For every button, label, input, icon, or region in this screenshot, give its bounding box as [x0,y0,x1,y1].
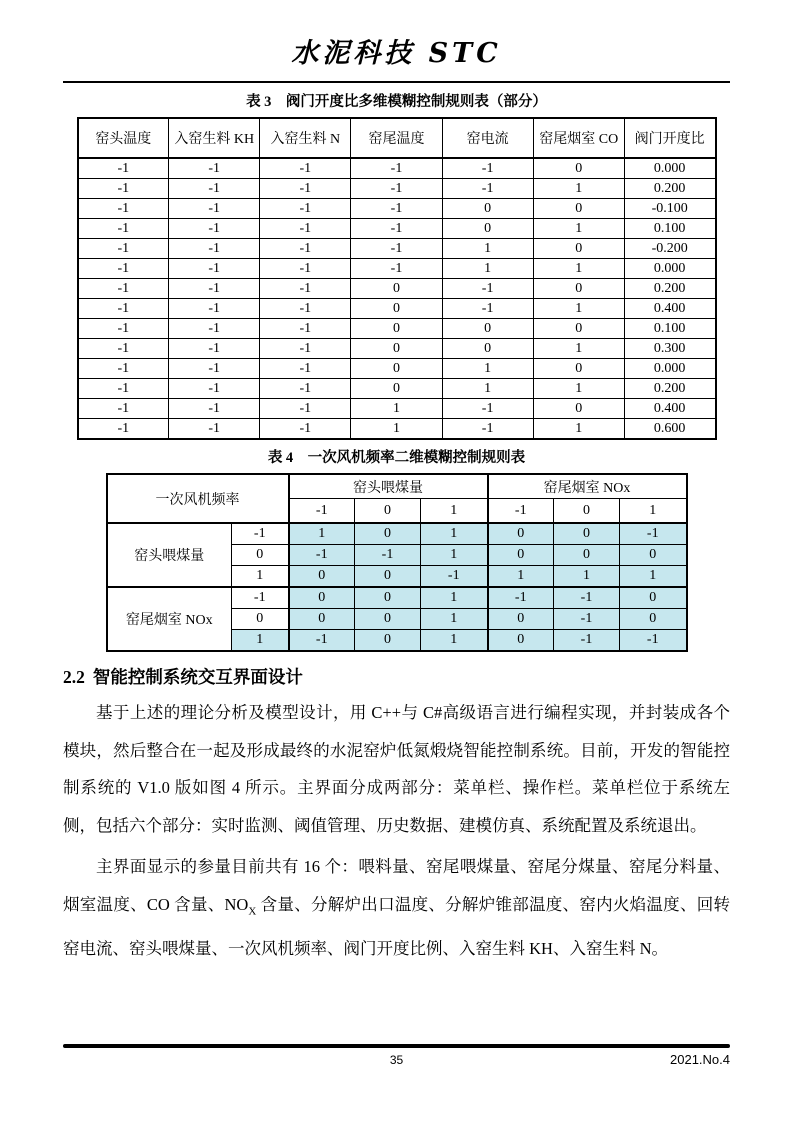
t3-cell: 1 [533,179,624,199]
t3-cell: -1 [169,259,260,279]
t3-header-cell: 入窑生料 N [260,118,351,158]
t3-row [78,239,716,259]
t3-cell: 0 [351,359,442,379]
issue-label: 2021.No.4 [670,1052,730,1067]
t3-cell: -1 [351,199,442,219]
t3-cell: 0.400 [624,299,715,319]
t3-cell: 0 [533,319,624,339]
t4-col-group-cell: 窑头喂煤量 [289,474,488,499]
t4-cell: 0 [554,545,620,566]
t3-cell: -1 [78,359,169,379]
table4-caption: 表 4 一次风机频率二维模糊控制规则表 [267,450,526,466]
t3-cell: -1 [351,158,442,179]
table4 [106,473,688,652]
section-heading [63,664,730,690]
t4-cell: -1 [289,630,355,652]
t4-row-group-label: 窑头喂煤量 [107,523,232,587]
t3-cell: 0.300 [624,339,715,359]
t3-cell: -1 [169,419,260,440]
t3-cell: -1 [351,179,442,199]
t3-row [78,179,716,199]
t3-cell: 0 [533,359,624,379]
t3-cell: -1 [78,399,169,419]
t3-cell: -1 [260,199,351,219]
t4-cell: 1 [421,523,488,545]
t3-row [78,359,716,379]
t3-cell: -1 [260,359,351,379]
t3-cell: -1 [169,179,260,199]
t4-row [107,523,687,545]
t3-cell: -1 [260,319,351,339]
footer-rule [63,1044,730,1048]
t4-cell: -1 [421,566,488,588]
t3-row [78,158,716,179]
t3-cell: -1 [78,419,169,440]
t3-cell: -1 [442,399,533,419]
t3-cell: 1 [533,299,624,319]
t4-subheader-cell: 1 [421,499,488,524]
t4-cell: -1 [620,630,687,652]
t3-header-cell: 入窑生料 KH [169,118,260,158]
t3-cell: -1 [78,339,169,359]
t3-cell: 0.600 [624,419,715,440]
t3-cell: -1 [169,399,260,419]
t3-row [78,199,716,219]
t4-subheader-cell: -1 [289,499,355,524]
t3-cell: -1 [260,399,351,419]
t4-cell: 0 [289,609,355,630]
t3-cell: -1 [442,419,533,440]
t4-cell: 0 [355,566,421,588]
t4-cell: -1 [554,609,620,630]
t4-cell: -1 [289,545,355,566]
t3-cell: 0 [533,199,624,219]
section-title: 智能控制系统交互界面设计 [92,667,303,687]
t3-cell: 0.200 [624,179,715,199]
t4-level-cell: 1 [232,566,289,588]
t4-cell: 0 [620,609,687,630]
t3-cell: 1 [533,339,624,359]
t4-subheader-cell: 1 [620,499,687,524]
t3-cell: 1 [442,379,533,399]
t3-header-cell: 窑尾烟室 CO [533,118,624,158]
t4-cell: 1 [289,523,355,545]
t3-cell: -1 [260,219,351,239]
t3-row [78,419,716,440]
t3-cell: -1 [169,339,260,359]
t3-cell: 0.100 [624,319,715,339]
paragraph-2 [63,848,730,968]
t4-subheader-cell: 0 [554,499,620,524]
t4-cell: 1 [488,566,554,588]
header-rule [63,81,730,83]
table3-header-row [78,118,716,158]
t3-cell: 0 [442,219,533,239]
t3-cell: -1 [260,339,351,359]
t3-cell: 0 [351,319,442,339]
t3-cell: -1 [169,359,260,379]
t3-header-cell: 窑尾温度 [351,118,442,158]
t3-cell: 1 [442,359,533,379]
t3-cell: 0.000 [624,158,715,179]
t3-cell: 0 [442,319,533,339]
t4-level-cell: 1 [232,630,289,652]
t3-cell: 0 [533,158,624,179]
table4-head [107,474,687,523]
t3-cell: 0 [351,279,442,299]
t3-header-cell: 窑头温度 [78,118,169,158]
t3-cell: 0 [533,399,624,419]
t4-cell: -1 [488,587,554,609]
t3-cell: -0.200 [624,239,715,259]
section-number: 2.2 [63,667,85,687]
t4-cell: 0 [488,545,554,566]
t3-cell: 0 [351,299,442,319]
t4-cell: -1 [620,523,687,545]
t4-cell: 1 [421,630,488,652]
t4-subheader-cell: 0 [355,499,421,524]
t3-row [78,219,716,239]
t4-cell: 0 [488,609,554,630]
t3-cell: 1 [533,259,624,279]
t3-cell: -1 [260,419,351,440]
t4-cell: 1 [554,566,620,588]
table3 [77,117,717,440]
t3-cell: -1 [351,219,442,239]
t4-corner-cell: 一次风机频率 [107,474,289,523]
t3-cell: -1 [260,239,351,259]
t4-cell: 0 [355,609,421,630]
t3-row [78,339,716,359]
t3-cell: -1 [169,379,260,399]
t3-cell: -1 [169,299,260,319]
paragraph-2-lead: 主界面显示的参量目前共有 16 个：喂料量、窑尾喂煤量、窑尾分煤量、窑尾分料量、烟室温度、CO 含量、NO [63,857,730,914]
t3-cell: -1 [260,279,351,299]
t3-cell: -1 [78,279,169,299]
t3-row [78,299,716,319]
t3-cell: 0.000 [624,359,715,379]
t3-cell: -1 [169,279,260,299]
t4-col-group-cell: 窑尾烟室 NOx [488,474,687,499]
t3-cell: -1 [78,199,169,219]
t4-cell: 0 [289,587,355,609]
t3-cell: -1 [169,239,260,259]
paragraph-2-rest: 含量、分解炉出口温度、分解炉锥部温度、窑内火焰温度、回转窑电流、窑头喂煤量、一次风机频率、阀门开度比例、入窑生料 KH、入窑生料 N。 [63,894,730,959]
t4-cell: -1 [554,630,620,652]
t3-cell: 0.000 [624,259,715,279]
t3-row [78,399,716,419]
t3-cell: -1 [260,179,351,199]
t4-cell: 0 [554,523,620,545]
t4-row [107,587,687,609]
t3-cell: -1 [78,219,169,239]
t4-cell: 0 [488,523,554,545]
t4-cell: 0 [355,630,421,652]
t3-row [78,259,716,279]
t3-cell: -1 [78,299,169,319]
t3-cell: -1 [260,158,351,179]
t3-cell: -0.100 [624,199,715,219]
t3-cell: -1 [442,279,533,299]
t3-cell: -1 [78,259,169,279]
t3-cell: -1 [169,158,260,179]
t4-level-cell: 0 [232,545,289,566]
t3-cell: 0 [442,339,533,359]
t3-cell: 0 [533,279,624,299]
t3-cell: 1 [533,379,624,399]
t4-group-header-row [107,474,687,499]
t3-cell: 0.200 [624,379,715,399]
paragraph-1: 基于上述的理论分析及模型设计，用 C++与 C#高级语言进行编程实现，并封装成各个模块，然后整合在一起及形成最终的水泥窑炉低氮煅烧智能控制系统。目前，开发的智能控制系统的 V1.0 版如图 4 所示。主界面分成两部分：菜单栏、操作栏。菜单栏位于系统左侧，包括六个部分：实时监测、阈值管理、历史数据、建模仿真、系统配置及系统退出。 [63,703,730,835]
journal-title: 水泥科技 STC [291,38,502,69]
t3-cell: 1 [351,419,442,440]
t4-subheader-cell: -1 [488,499,554,524]
nox-subscript: X [248,904,257,917]
t3-cell: 0 [533,239,624,259]
t3-cell: 0.100 [624,219,715,239]
t4-level-cell: -1 [232,523,289,545]
t3-cell: -1 [78,379,169,399]
t4-cell: 0 [488,630,554,652]
t4-cell: 1 [421,587,488,609]
t3-cell: -1 [442,158,533,179]
page-footer [63,1044,730,1068]
t4-cell: 1 [421,545,488,566]
t3-cell: 0 [351,339,442,359]
t3-cell: 1 [533,219,624,239]
t3-cell: 1 [442,239,533,259]
t3-cell: 0 [442,199,533,219]
t3-row [78,379,716,399]
t3-header-cell: 窑电流 [442,118,533,158]
t3-cell: 0.200 [624,279,715,299]
t3-row [78,279,716,299]
t3-cell: -1 [260,379,351,399]
t4-level-cell: -1 [232,587,289,609]
t4-cell: 1 [620,566,687,588]
t4-cell: 0 [355,523,421,545]
t3-cell: 0 [351,379,442,399]
t3-row [78,319,716,339]
t4-cell: -1 [355,545,421,566]
t3-cell: -1 [78,319,169,339]
t4-level-cell: 0 [232,609,289,630]
t3-cell: -1 [78,239,169,259]
t3-cell: -1 [351,239,442,259]
t3-cell: -1 [169,319,260,339]
t4-cell: 0 [289,566,355,588]
t4-cell: -1 [554,587,620,609]
t3-cell: 1 [533,419,624,440]
t4-cell: 0 [620,587,687,609]
table3-body [78,158,716,439]
page-number: 35 [389,1053,404,1067]
t3-cell: 0.400 [624,399,715,419]
t3-cell: -1 [351,259,442,279]
table4-body [107,523,687,651]
t3-cell: 1 [442,259,533,279]
t3-cell: -1 [78,179,169,199]
t4-row-group-label: 窑尾烟室 NOx [107,587,232,651]
t3-cell: -1 [169,219,260,239]
t3-header-cell: 阀门开度比 [624,118,715,158]
t3-cell: -1 [169,199,260,219]
t3-cell: -1 [260,299,351,319]
t3-cell: 1 [351,399,442,419]
t3-cell: -1 [442,299,533,319]
t4-cell: 0 [620,545,687,566]
t4-cell: 1 [421,609,488,630]
t4-cell: 0 [355,587,421,609]
table3-caption: 表 3 阀门开度比多维模糊控制规则表（部分） [246,94,547,110]
t3-cell: -1 [442,179,533,199]
t3-cell: -1 [260,259,351,279]
t3-cell: -1 [78,158,169,179]
